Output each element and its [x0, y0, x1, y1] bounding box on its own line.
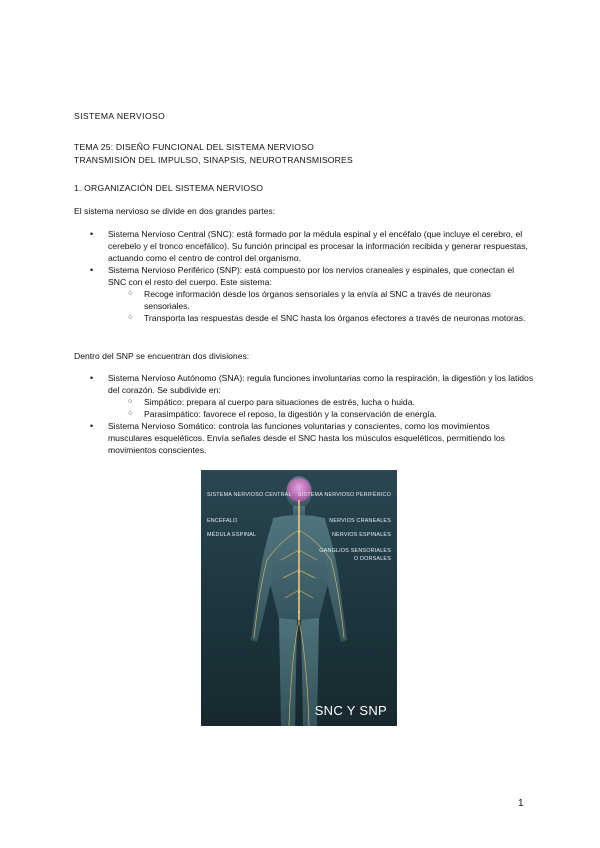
figure-label-snc: SISTEMA NERVIOSO CENTRAL [207, 492, 292, 498]
figure-label-ganglios: GANGLIOS SENSORIALES [319, 548, 391, 554]
list-item-text: Sistema Nervioso Autónomo (SNA): regula funciones involuntarias como la respiración, la digestión y los latidos del corazón. Se subdivide en: [108, 373, 534, 395]
divisions-list [74, 372, 534, 456]
tema-title-line1: TEMA 25: DISEÑO FUNCIONAL DEL SISTEMA NERVIOSO [74, 142, 315, 152]
list-item-snp [74, 264, 534, 324]
list-item-text: Sistema Nervioso Periférico (SNP): está compuesto por los nervios craneales y espinales, que conectan el SNC con el resto del cuerpo. Este sistema: [108, 265, 515, 287]
figure-label-espinales: NERVIOS ESPINALES [331, 532, 391, 538]
list-item-text: Sistema Nervioso Central (SNC): está formado por la médula espinal y el encéfalo (que incluye el cerebro, el cerebelo y el tronco encefálico). Su función principal es procesar la información recibida y generar respuestas, actuando como el centro de control del organismo. [108, 229, 528, 263]
sublist-item: ○ Parasimpático: favorece el reposo, la digestión y la conservación de energía. [108, 408, 534, 420]
sublist-item: ○ Simpático: prepara al cuerpo para situaciones de estrés, lucha o huida. [108, 396, 534, 408]
list-item-somatico [74, 420, 534, 456]
list-item-text: Sistema Nervioso Somático: controla las funciones voluntarias y conscientes, como los movimientos musculares esqueléticos. Envía señales desde el SNC hasta los músculos esqueléticos, permitiendo los movimientos conscientes. [108, 421, 505, 455]
snp-intro-paragraph: Dentro del SNP se encuentran dos divisiones: [74, 351, 250, 361]
snp-sublist [108, 288, 534, 324]
figure-caption: SNC Y SNP [314, 703, 387, 718]
list-item-sna [74, 372, 534, 420]
figure-label-medula: MÉDULA ESPINAL [207, 532, 257, 538]
document-title: SISTEMA NERVIOSO [74, 111, 166, 121]
figure-label-dorsales: O DORSALES [353, 556, 391, 562]
figure-label-craneales: NERVIOS CRANEALES [329, 518, 391, 524]
tema-title-line2: TRANSMISIÓN DEL IMPULSO, SINAPSIS, NEUROTRANSMISORES [74, 155, 353, 165]
list-item-snc [74, 228, 534, 264]
figure-label-snp: SISTEMA NERVIOSO PERIFÉRICO [297, 492, 391, 498]
parts-list [74, 228, 534, 324]
figure-label-encefalo: ENCÉFALO [207, 518, 238, 524]
nervous-system-figure [201, 470, 397, 726]
body-illustration [201, 470, 397, 726]
sublist-item: ○ Transporta las respuestas desde el SNC hasta los órganos efectores a través de neuronas motoras. [108, 312, 534, 324]
page-number: 1 [518, 798, 524, 809]
sublist-item: ○ Recoge información desde los órganos sensoriales y la envía al SNC a través de neuronas sensoriales. [108, 288, 534, 312]
sna-sublist [108, 396, 534, 420]
intro-paragraph: El sistema nervioso se divide en dos grandes partes: [74, 206, 276, 216]
section-heading: 1. ORGANIZACIÓN DEL SISTEMA NERVIOSO [74, 183, 264, 193]
